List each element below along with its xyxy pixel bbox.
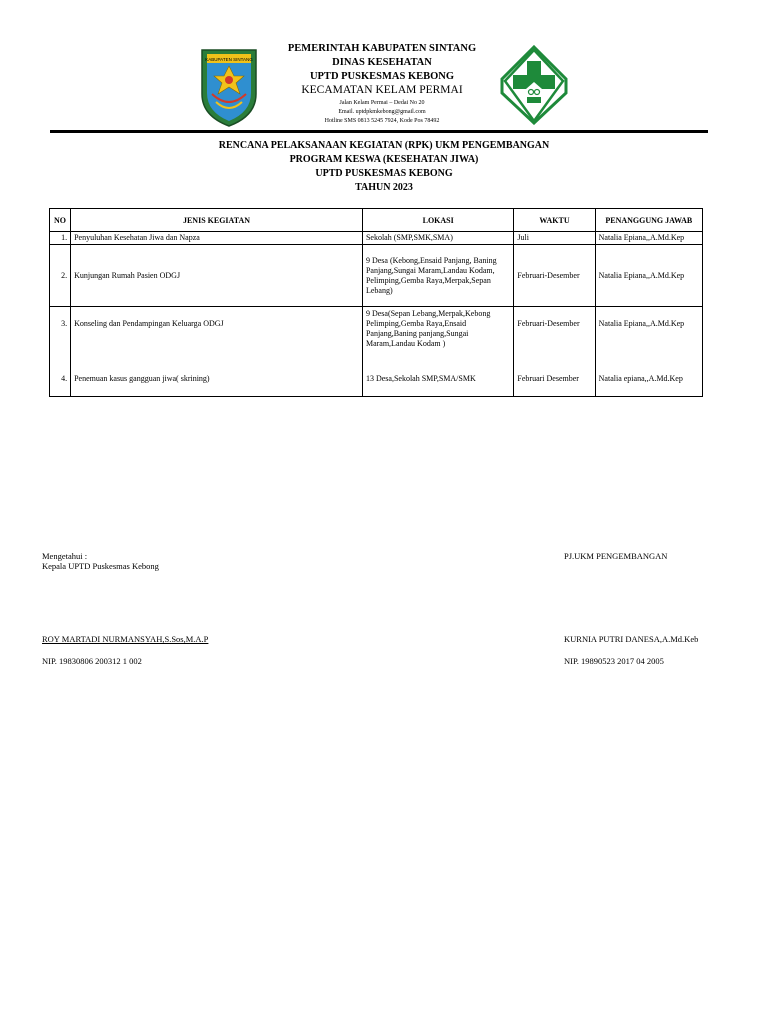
left-sign-label-1: Mengetahui : <box>42 551 88 561</box>
kop-line-2: DINAS KESEHATAN <box>332 57 432 68</box>
rpk-table <box>49 208 703 397</box>
table-header-row <box>50 209 703 232</box>
kop-address: Jalan Kelam Permai – Dedai No 20 <box>339 100 425 106</box>
doc-title-2: PROGRAM KESWA (KESEHATAN JIWA) <box>289 154 479 165</box>
header-kegiatan: JENIS KEGIATAN <box>71 209 363 232</box>
row-kegiatan: Penyuluhan Kesehatan Jiwa dan Napza <box>71 232 363 245</box>
row-lokasi: 13 Desa,Sekolah SMP,SMA/SMK <box>362 363 513 397</box>
left-sign-name: ROY MARTADI NURMANSYAH,S.Sos,M.A.P <box>42 634 209 644</box>
kop-line-4: KECAMATAN KELAM PERMAI <box>301 84 463 96</box>
doc-title-1: RENCANA PELAKSANAAN KEGIATAN (RPK) UKM PENGEMBANGAN <box>218 140 550 151</box>
row-pj: Natalia epiana,,A.Md.Kep <box>595 363 702 397</box>
header-no: NO <box>50 209 71 232</box>
row-waktu: Februari-Desember <box>514 307 595 363</box>
row-waktu: Februari Desember <box>514 363 595 397</box>
puskesmas-logo <box>500 45 568 125</box>
right-sign-name: KURNIA PUTRI DANESA,A.Md.Keb <box>564 634 699 644</box>
row-no: 3. <box>50 307 71 363</box>
row-lokasi: Sekolah (SMP,SMK,SMA) <box>362 232 513 245</box>
regency-emblem-logo <box>198 42 260 128</box>
table-row <box>50 307 703 363</box>
doc-title-3: UPTD PUSKESMAS KEBONG <box>315 168 453 179</box>
row-pj: Natalia Epiana,,A.Md.Kep <box>595 232 702 245</box>
kop-line-1: PEMERINTAH KABUPATEN SINTANG <box>287 43 477 54</box>
row-no: 1. <box>50 232 71 245</box>
row-kegiatan: Kunjungan Rumah Pasien ODGJ <box>71 245 363 307</box>
row-pj: Natalia Epiana,,A.Md.Kep <box>595 307 702 363</box>
table-row <box>50 232 703 245</box>
row-no: 2. <box>50 245 71 307</box>
row-lokasi: 9 Desa(Sepan Lebang,Merpak,Kebong Pelimping,Gemba Raya,Ensaid Panjang,Baning panjang,Sungai Maram,Landau Kodam ) <box>362 307 513 363</box>
right-sign-label: PJ.UKM PENGEMBANGAN <box>564 551 668 561</box>
row-lokasi: 9 Desa (Kebong,Ensaid Panjang, Baning Panjang,Sungai Maram,Landau Kodam, Pelimping,Gemba Raya,Merpak,Sepan Lebang) <box>362 245 513 307</box>
header-lokasi: LOKASI <box>362 209 513 232</box>
doc-title-4: TAHUN 2023 <box>355 182 413 193</box>
row-kegiatan: Penemuan kasus gangguan jiwa( skrining) <box>71 363 363 397</box>
kop-hotline: Hotline SMS 0813 5245 7924, Kode Pos 78492 <box>324 118 440 124</box>
table-row <box>50 245 703 307</box>
row-pj: Natalia Epiana,,A.Md.Kep <box>595 245 702 307</box>
row-kegiatan: Konseling dan Pendampingan Keluarga ODGJ <box>71 307 363 363</box>
emblem-text: KABUPATEN SINTANG <box>205 57 253 62</box>
row-waktu: Juli <box>514 232 595 245</box>
table-row <box>50 363 703 397</box>
right-sign-nip: NIP. 19890523 2017 04 2005 <box>564 656 664 666</box>
row-waktu: Februari-Desember <box>514 245 595 307</box>
letterhead-rule <box>50 130 708 133</box>
row-no: 4. <box>50 363 71 397</box>
kop-line-3: UPTD PUSKESMAS KEBONG <box>309 71 455 82</box>
header-waktu: WAKTU <box>514 209 595 232</box>
kop-email: Email. uptdpkmkebong@gmail.com <box>338 109 426 115</box>
left-sign-label-2: Kepala UPTD Puskesmas Kebong <box>42 561 159 571</box>
left-sign-nip: NIP. 19830806 200312 1 002 <box>42 656 142 666</box>
header-pj: PENANGGUNG JAWAB <box>595 209 702 232</box>
